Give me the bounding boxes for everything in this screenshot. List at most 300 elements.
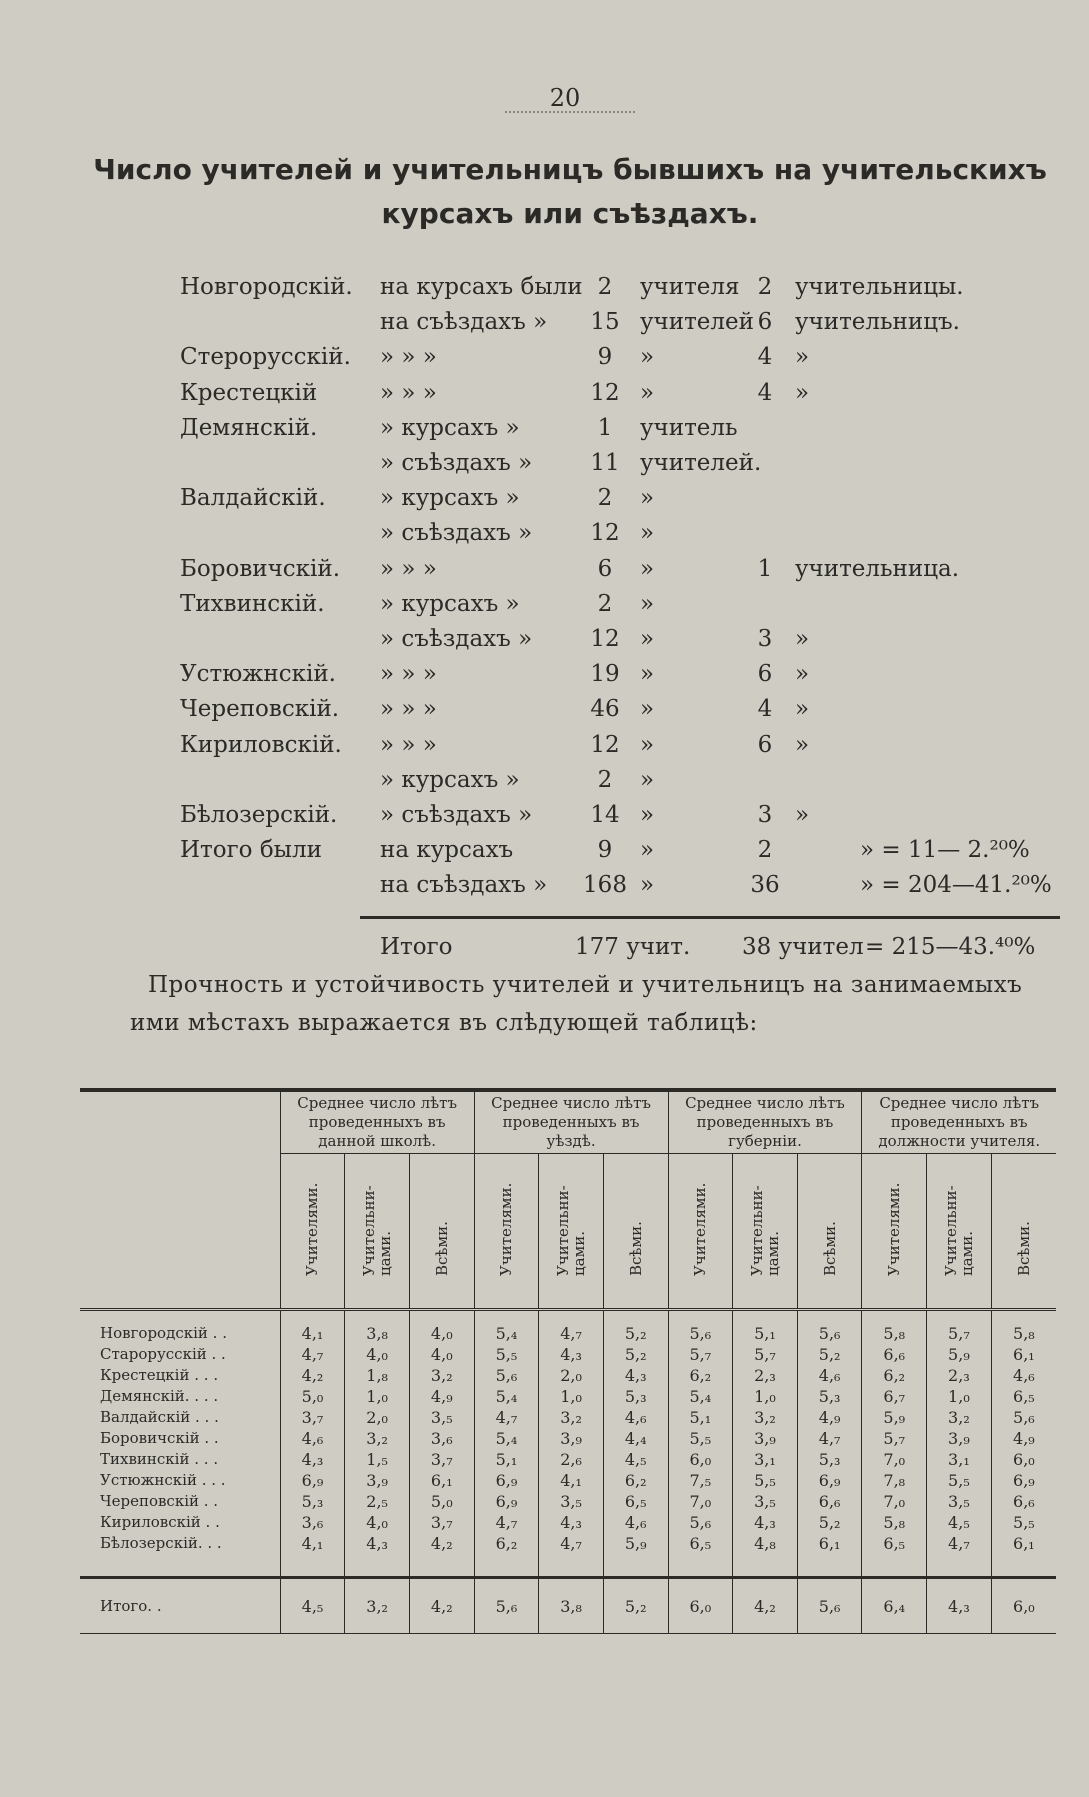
summary-n1: 2 bbox=[597, 274, 613, 300]
spacer-cell bbox=[345, 1554, 410, 1578]
table-cell: 2,₃ bbox=[927, 1365, 992, 1386]
row-district-name: Новгородскій . . bbox=[80, 1310, 280, 1345]
summary-place: » курсахъ » bbox=[380, 590, 520, 617]
table-cell: 5,₇ bbox=[927, 1310, 992, 1345]
table-cell: 4,₇ bbox=[474, 1512, 539, 1533]
table-cell: 5,₆ bbox=[797, 1578, 862, 1634]
table-cell: 6,₆ bbox=[797, 1491, 862, 1512]
summary-rule bbox=[360, 916, 1060, 919]
table-cell: 3,₂ bbox=[733, 1407, 798, 1428]
table-body bbox=[80, 1310, 1056, 1634]
summary-place: на курсахъ были bbox=[380, 274, 583, 300]
summary-w1: » bbox=[640, 590, 655, 617]
table-cell: 5,₅ bbox=[733, 1470, 798, 1491]
table-cell: 5,₂ bbox=[797, 1512, 862, 1533]
table-cell: 3,₂ bbox=[539, 1407, 604, 1428]
table-cell: 3,₉ bbox=[927, 1428, 992, 1449]
subcol-header-label: Учителями. bbox=[885, 1182, 904, 1276]
table-cell: 3,₉ bbox=[539, 1428, 604, 1449]
table-cell: 6,₅ bbox=[991, 1386, 1056, 1407]
subcol-header bbox=[280, 1154, 345, 1310]
summary-w1: учитель bbox=[640, 414, 738, 441]
table-corner-cell bbox=[80, 1090, 280, 1310]
summary-n1: 14 bbox=[590, 802, 620, 828]
table-cell: 3,₁ bbox=[733, 1449, 798, 1470]
table-cell: 6,₀ bbox=[991, 1449, 1056, 1470]
table-cell: 5,₂ bbox=[603, 1344, 668, 1365]
summary-w1: » bbox=[640, 661, 655, 688]
stability-table-wrap bbox=[80, 1088, 1056, 1634]
table-cell: 3,₇ bbox=[409, 1449, 474, 1470]
summary-w2: » bbox=[795, 661, 810, 688]
summary-place: » съѣздахъ » bbox=[380, 450, 533, 476]
summary-n2: 3 bbox=[757, 626, 773, 652]
table-cell: 5,₇ bbox=[733, 1344, 798, 1365]
table-cell: 4,₇ bbox=[539, 1310, 604, 1345]
page-number-ornament bbox=[505, 111, 635, 119]
table-cell: 5,₆ bbox=[668, 1512, 733, 1533]
row-district-name: Кириловскій . . bbox=[100, 1513, 220, 1531]
table-cell: 7,₈ bbox=[862, 1470, 927, 1491]
table-cell: 4,₁ bbox=[280, 1310, 345, 1345]
summary-place: » » » bbox=[380, 379, 437, 406]
table-cell: 6,₉ bbox=[474, 1491, 539, 1512]
table-cell: 6,₁ bbox=[797, 1533, 862, 1554]
subcol-header bbox=[991, 1154, 1056, 1310]
table-cell: 4,₀ bbox=[345, 1344, 410, 1365]
summary-n2: 4 bbox=[757, 379, 773, 406]
table-cell: 3,₅ bbox=[409, 1407, 474, 1428]
table-cell: 6,₆ bbox=[991, 1491, 1056, 1512]
table-cell: 5,₅ bbox=[474, 1344, 539, 1365]
summary-name: Крестецкій bbox=[180, 379, 318, 406]
table-cell: 5,₃ bbox=[797, 1449, 862, 1470]
table-cell: 2,₆ bbox=[539, 1449, 604, 1470]
table-cell: 6,₀ bbox=[668, 1449, 733, 1470]
group-header: Среднее число лѣтъ проведенныхъ въ губерніи. bbox=[668, 1090, 862, 1154]
table-cell: 4,₃ bbox=[280, 1449, 345, 1470]
table-cell: 5,₆ bbox=[474, 1578, 539, 1634]
summary-n1: 6 bbox=[597, 555, 613, 582]
summary-name: Кириловскій. bbox=[180, 731, 342, 758]
summary-n2: 1 bbox=[757, 555, 773, 582]
table-cell: 6,₁ bbox=[991, 1344, 1056, 1365]
summary-place: » съѣздахъ » bbox=[380, 626, 533, 652]
table-cell: 7,₀ bbox=[862, 1449, 927, 1470]
table-cell: 3,₅ bbox=[733, 1491, 798, 1512]
summary-n2: 6 bbox=[757, 661, 773, 688]
summary-w1: » bbox=[640, 696, 655, 723]
summary-w1: » bbox=[640, 344, 655, 371]
subcol-header-label: Учительни-цами. bbox=[360, 1185, 395, 1276]
summary-n1: 12 bbox=[590, 520, 620, 547]
spacer-cell bbox=[927, 1554, 992, 1578]
summary-n1: 9 bbox=[597, 344, 613, 371]
table-cell: 1,₀ bbox=[539, 1386, 604, 1407]
summary-w1: учителя bbox=[640, 274, 740, 300]
summary-w1: учителей bbox=[640, 309, 754, 336]
table-cell: 4,₁ bbox=[280, 1533, 345, 1554]
table-cell: 5,₃ bbox=[280, 1491, 345, 1512]
summary-n1: 12 bbox=[590, 379, 620, 406]
summary-n1: 19 bbox=[590, 661, 620, 688]
summary-name: Бѣлозерскій. bbox=[180, 802, 338, 828]
table-row bbox=[80, 1470, 1056, 1491]
summary-w2: » bbox=[795, 379, 810, 406]
summary-n2: 2 bbox=[757, 274, 773, 300]
table-cell: 5,₉ bbox=[927, 1344, 992, 1365]
table-cell: 5,₁ bbox=[474, 1449, 539, 1470]
table-cell: 5,₅ bbox=[927, 1470, 992, 1491]
table-cell: 6,₀ bbox=[668, 1578, 733, 1634]
subcol-header-label: Учительни-цами. bbox=[941, 1185, 976, 1276]
table-cell: 6,₁ bbox=[409, 1470, 474, 1491]
spacer-cell bbox=[80, 1554, 280, 1578]
table-cell: 6,₅ bbox=[603, 1491, 668, 1512]
table-cell: 5,₅ bbox=[991, 1512, 1056, 1533]
table-cell: 6,₉ bbox=[991, 1470, 1056, 1491]
table-cell: 4,₃ bbox=[733, 1512, 798, 1533]
table-cell: 4,₆ bbox=[991, 1365, 1056, 1386]
table-cell: 4,₉ bbox=[797, 1407, 862, 1428]
table-cell: 6,₅ bbox=[862, 1533, 927, 1554]
summary-n1: 9 bbox=[597, 837, 613, 864]
summary-w1: » bbox=[640, 520, 655, 547]
table-row bbox=[80, 1365, 1056, 1386]
table-cell: 3,₅ bbox=[539, 1491, 604, 1512]
table-spacer-row bbox=[80, 1554, 1056, 1578]
summary-place: » » » bbox=[380, 696, 437, 723]
table-cell: 4,₆ bbox=[603, 1407, 668, 1428]
table-cell: 4,₈ bbox=[733, 1533, 798, 1554]
table-row bbox=[80, 1449, 1056, 1470]
table-row bbox=[80, 1407, 1056, 1428]
table-cell: 1,₈ bbox=[345, 1365, 410, 1386]
subcol-header-label: Всѣми. bbox=[626, 1221, 645, 1276]
grand-total-result: = 215—43.⁴⁰% bbox=[865, 934, 1036, 960]
summary-place: на съѣздахъ » bbox=[380, 872, 548, 899]
row-district-name: Череповскій . . bbox=[100, 1492, 219, 1510]
summary-name: Демянскій. bbox=[180, 414, 318, 441]
table-cell: 4,₃ bbox=[539, 1344, 604, 1365]
group-header: Среднее число лѣтъ проведенныхъ въ уѣздѣ. bbox=[474, 1090, 668, 1154]
summary-n2: 4 bbox=[757, 696, 773, 723]
subcol-header-label: Учительни-цами. bbox=[554, 1185, 589, 1276]
table-cell: 4,₆ bbox=[280, 1428, 345, 1449]
summary-w1: » bbox=[640, 837, 655, 864]
summary-w2: учительница. bbox=[795, 555, 960, 582]
table-cell: 4,₅ bbox=[603, 1449, 668, 1470]
table-row bbox=[80, 1428, 1056, 1449]
subcol-header bbox=[927, 1154, 992, 1310]
table-cell: 1,₅ bbox=[345, 1449, 410, 1470]
grand-total-teachers: 177 учит. bbox=[575, 934, 691, 960]
table-cell: 3,₈ bbox=[345, 1310, 410, 1345]
subcol-header-label: Учительни-цами. bbox=[747, 1185, 782, 1276]
summary-w2: » bbox=[795, 802, 810, 828]
row-district-name: Бѣлозерскій. . . bbox=[100, 1534, 222, 1552]
table-cell: 2,₅ bbox=[345, 1491, 410, 1512]
subcol-header bbox=[345, 1154, 410, 1310]
summary-n1: 15 bbox=[590, 309, 620, 336]
table-cell: 4,₃ bbox=[927, 1578, 992, 1634]
subcol-header bbox=[733, 1154, 798, 1310]
summary-w1: » bbox=[640, 555, 655, 582]
row-district-name: Устюжнскій . . . bbox=[100, 1471, 226, 1489]
summary-n1: 12 bbox=[590, 626, 620, 652]
summary-place: » » » bbox=[380, 555, 437, 582]
table-cell: 3,₇ bbox=[409, 1512, 474, 1533]
table-cell: 5,₄ bbox=[474, 1428, 539, 1449]
table-cell: 6,₅ bbox=[668, 1533, 733, 1554]
table-row bbox=[80, 1344, 1056, 1365]
summary-w1: » bbox=[640, 379, 655, 406]
table-cell: 6,₉ bbox=[474, 1470, 539, 1491]
spacer-cell bbox=[409, 1554, 474, 1578]
table-cell: 4,₇ bbox=[539, 1533, 604, 1554]
summary-w2: учительницъ. bbox=[795, 309, 960, 336]
summary-w2: » bbox=[795, 696, 810, 723]
summary-w1: » bbox=[640, 766, 655, 793]
table-cell: 5,₇ bbox=[668, 1344, 733, 1365]
grand-total-female-teachers: 38 учител bbox=[742, 934, 864, 960]
summary-name: Итого были bbox=[180, 837, 322, 864]
spacer-cell bbox=[603, 1554, 668, 1578]
table-row bbox=[80, 1533, 1056, 1554]
table-cell: 5,₆ bbox=[474, 1365, 539, 1386]
subcol-header bbox=[668, 1154, 733, 1310]
table-cell: 7,₀ bbox=[862, 1491, 927, 1512]
summary-name: Стерорусскій. bbox=[180, 344, 351, 371]
summary-place: » » » bbox=[380, 344, 437, 371]
summary-place: » курсахъ » bbox=[380, 766, 520, 793]
table-cell: 4,₅ bbox=[927, 1512, 992, 1533]
table-cell: 4,₇ bbox=[797, 1428, 862, 1449]
table-cell: 5,₄ bbox=[668, 1386, 733, 1407]
summary-place: » курсахъ » bbox=[380, 414, 520, 441]
table-cell: 6,₉ bbox=[797, 1470, 862, 1491]
page-title: Число учителей и учительницъ бывшихъ на учительскихъ курсахъ или съѣздахъ. bbox=[93, 153, 1047, 230]
table-cell: 5,₀ bbox=[409, 1491, 474, 1512]
table-cell: 4,₆ bbox=[797, 1365, 862, 1386]
table-cell: 3,₂ bbox=[345, 1428, 410, 1449]
table-cell: 4,₇ bbox=[474, 1407, 539, 1428]
table-cell: 4,₄ bbox=[603, 1428, 668, 1449]
summary-n2: 6 bbox=[757, 731, 773, 758]
table-cell: 6,₁ bbox=[991, 1533, 1056, 1554]
table-cell: 4,₂ bbox=[409, 1578, 474, 1634]
subcol-header bbox=[539, 1154, 604, 1310]
table-cell: 4,₃ bbox=[539, 1512, 604, 1533]
summary-n1: 168 bbox=[583, 872, 627, 899]
table-cell: 6,₇ bbox=[862, 1386, 927, 1407]
summary-n1: 11 bbox=[590, 450, 620, 476]
table-cell: 5,₂ bbox=[603, 1578, 668, 1634]
spacer-cell bbox=[280, 1554, 345, 1578]
summary-place: на курсахъ bbox=[380, 837, 514, 864]
subcol-header bbox=[409, 1154, 474, 1310]
subcol-header-label: Учителями. bbox=[303, 1182, 322, 1276]
table-cell: 6,₆ bbox=[862, 1344, 927, 1365]
row-district-name: Крестецкій . . . bbox=[100, 1366, 219, 1384]
summary-name: Боровичскій. bbox=[180, 555, 341, 582]
group-header: Среднее число лѣтъ проведенныхъ въ должности учителя. bbox=[862, 1090, 1056, 1154]
summary-name: Устюжнскій. bbox=[180, 661, 336, 688]
row-district-name: Старорусскій . . bbox=[100, 1345, 226, 1363]
row-district-name: Боровичскій . . bbox=[100, 1429, 219, 1447]
summary-name: Валдайскій. bbox=[180, 485, 326, 512]
summary-w1: » bbox=[640, 802, 655, 828]
table-cell: 5,₉ bbox=[862, 1407, 927, 1428]
table-row bbox=[80, 1386, 1056, 1407]
subcol-header bbox=[862, 1154, 927, 1310]
table-cell: 5,₆ bbox=[991, 1407, 1056, 1428]
table-cell: 5,₁ bbox=[668, 1407, 733, 1428]
row-district-name: Валдайскій . . . bbox=[100, 1408, 219, 1426]
table-cell: 5,₇ bbox=[862, 1428, 927, 1449]
table-cell: 5,₂ bbox=[797, 1344, 862, 1365]
summary-w1: » bbox=[640, 872, 655, 899]
table-cell: 4,₇ bbox=[927, 1533, 992, 1554]
row-district-name: Тихвинскій . . . bbox=[100, 1450, 219, 1468]
subcol-header bbox=[797, 1154, 862, 1310]
summary-place: » съѣздахъ » bbox=[380, 520, 533, 547]
table-cell: 5,₅ bbox=[668, 1428, 733, 1449]
table-cell: 4,₃ bbox=[603, 1365, 668, 1386]
table-cell: 1,₀ bbox=[927, 1386, 992, 1407]
subcol-header-label: Учителями. bbox=[497, 1182, 516, 1276]
table-cell: 4,₃ bbox=[345, 1533, 410, 1554]
table-cell: 4,₀ bbox=[409, 1310, 474, 1345]
summary-name: Новгородскій. bbox=[180, 274, 353, 300]
table-cell: 3,₅ bbox=[927, 1491, 992, 1512]
summary-name: Тихвинскій. bbox=[180, 590, 325, 617]
summary-n2: 3 bbox=[757, 802, 773, 828]
summary-place: » » » bbox=[380, 731, 437, 758]
table-cell: 5,₃ bbox=[603, 1386, 668, 1407]
stability-table bbox=[80, 1088, 1056, 1634]
table-cell: 3,₇ bbox=[280, 1407, 345, 1428]
summary-n2: 6 bbox=[757, 309, 773, 336]
summary-n2: 36 bbox=[750, 872, 780, 899]
summary-w1: учителей. bbox=[640, 450, 762, 476]
table-cell: 6,₂ bbox=[603, 1470, 668, 1491]
spacer-cell bbox=[797, 1554, 862, 1578]
table-cell: 5,₆ bbox=[668, 1310, 733, 1345]
spacer-cell bbox=[991, 1554, 1056, 1578]
table-cell: 6,₀ bbox=[991, 1578, 1056, 1634]
table-cell: 3,₈ bbox=[539, 1578, 604, 1634]
summary-w2: » bbox=[795, 626, 810, 652]
spacer-cell bbox=[733, 1554, 798, 1578]
summary-res: » = 11— 2.²⁰% bbox=[860, 837, 1030, 864]
summary-res: » = 204—41.²⁰% bbox=[860, 872, 1052, 899]
group-header: Среднее число лѣтъ проведенныхъ въ данной школѣ. bbox=[280, 1090, 474, 1154]
table-cell: 7,₅ bbox=[668, 1470, 733, 1491]
summary-place: » » » bbox=[380, 661, 437, 688]
summary-w1: » bbox=[640, 485, 655, 512]
table-cell: 3,₆ bbox=[280, 1512, 345, 1533]
table-cell: 4,₅ bbox=[280, 1578, 345, 1634]
table-cell: 6,₄ bbox=[862, 1578, 927, 1634]
summary-w2: » bbox=[795, 344, 810, 371]
table-cell: 3,₉ bbox=[345, 1470, 410, 1491]
summary-w1: » bbox=[640, 626, 655, 652]
table-cell: 5,₄ bbox=[474, 1386, 539, 1407]
table-cell: 2,₀ bbox=[345, 1407, 410, 1428]
spacer-cell bbox=[474, 1554, 539, 1578]
subcol-header-label: Учителями. bbox=[691, 1182, 710, 1276]
table-cell: 4,₂ bbox=[733, 1578, 798, 1634]
table-cell: 5,₉ bbox=[603, 1533, 668, 1554]
summary-place: » съѣздахъ » bbox=[380, 802, 533, 828]
table-row bbox=[80, 1491, 1056, 1512]
table-cell: 4,₂ bbox=[280, 1365, 345, 1386]
table-cell: 7,₀ bbox=[668, 1491, 733, 1512]
table-cell: 2,₃ bbox=[733, 1365, 798, 1386]
table-cell: 4,₇ bbox=[280, 1344, 345, 1365]
summary-n1: 1 bbox=[597, 414, 613, 441]
spacer-cell bbox=[668, 1554, 733, 1578]
subcol-header bbox=[474, 1154, 539, 1310]
table-cell: 4,₆ bbox=[603, 1512, 668, 1533]
subcol-header-label: Всѣми. bbox=[432, 1221, 451, 1276]
table-cell: 2,₀ bbox=[539, 1365, 604, 1386]
summary-name: Череповскій. bbox=[180, 696, 340, 723]
summary-w2: учительницы. bbox=[795, 274, 964, 300]
table-row bbox=[80, 1310, 1056, 1345]
row-district-name: Итого. . bbox=[80, 1578, 280, 1634]
table-cell: 5,₂ bbox=[603, 1310, 668, 1345]
table-cell: 4,₀ bbox=[409, 1344, 474, 1365]
table-cell: 4,₀ bbox=[345, 1512, 410, 1533]
table-cell: 5,₁ bbox=[733, 1310, 798, 1345]
table-row bbox=[80, 1578, 1056, 1634]
table-cell: 3,₂ bbox=[345, 1578, 410, 1634]
table-cell: 4,₉ bbox=[409, 1386, 474, 1407]
table-cell: 5,₃ bbox=[797, 1386, 862, 1407]
table-group-header-row bbox=[80, 1090, 1056, 1154]
row-district-name: Демянскій. . . . bbox=[100, 1387, 219, 1405]
table-cell: 5,₄ bbox=[474, 1310, 539, 1345]
summary-w1: » bbox=[640, 731, 655, 758]
spacer-cell bbox=[539, 1554, 604, 1578]
summary-place: » курсахъ » bbox=[380, 485, 520, 512]
table-cell: 3,₉ bbox=[733, 1428, 798, 1449]
table-cell: 1,₀ bbox=[345, 1386, 410, 1407]
table-cell: 5,₀ bbox=[280, 1386, 345, 1407]
intro-paragraph: Прочность и устойчивость учителей и учительницъ на занимаемыхъ ими мѣстахъ выражается въ слѣдующей таблицѣ: bbox=[130, 972, 1023, 1036]
subcol-header bbox=[603, 1154, 668, 1310]
table-cell: 1,₀ bbox=[733, 1386, 798, 1407]
table-row bbox=[80, 1512, 1056, 1533]
summary-n1: 2 bbox=[597, 485, 613, 512]
table-cell: 3,₁ bbox=[927, 1449, 992, 1470]
table-cell: 6,₂ bbox=[862, 1365, 927, 1386]
table-cell: 4,₉ bbox=[991, 1428, 1056, 1449]
summary-n2: 4 bbox=[757, 344, 773, 371]
summary-n1: 2 bbox=[597, 766, 613, 793]
summary-n1: 2 bbox=[597, 590, 613, 617]
table-cell: 3,₂ bbox=[409, 1365, 474, 1386]
table-cell: 6,₂ bbox=[474, 1533, 539, 1554]
table-cell: 5,₈ bbox=[862, 1512, 927, 1533]
table-cell: 6,₂ bbox=[668, 1365, 733, 1386]
summary-w2: » bbox=[795, 731, 810, 758]
summary-place: на съѣздахъ » bbox=[380, 309, 548, 336]
summary-n2: 2 bbox=[757, 837, 773, 864]
subcol-header-label: Всѣми. bbox=[820, 1221, 839, 1276]
